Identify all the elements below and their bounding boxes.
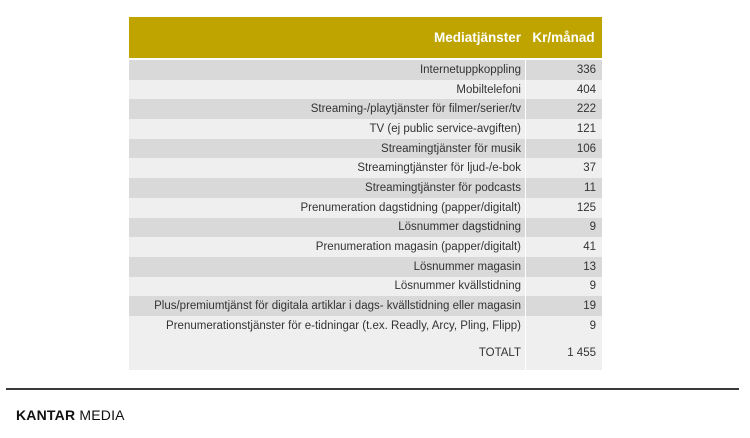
row-value: 404 bbox=[525, 80, 602, 100]
logo-bold: KANTAR bbox=[16, 407, 76, 423]
row-value: 125 bbox=[525, 198, 602, 218]
row-label: Prenumerationstjänster för e-tidningar (t.ex. Readly, Arcy, Pling, Flipp) bbox=[166, 319, 521, 332]
kantar-media-logo bbox=[16, 407, 125, 423]
table-row bbox=[129, 218, 602, 238]
table-row bbox=[129, 139, 602, 159]
table-body bbox=[129, 60, 602, 336]
row-label: Streamingtjänster för ljud-/e-bok bbox=[357, 162, 521, 175]
row-label: Lösnummer dagstidning bbox=[398, 221, 521, 234]
header-label: Mediatjänster bbox=[433, 30, 521, 45]
table-row bbox=[129, 277, 602, 297]
row-label: Lösnummer magasin bbox=[413, 260, 521, 273]
table-row bbox=[129, 178, 602, 198]
row-label: Prenumeration magasin (papper/digitalt) bbox=[315, 241, 521, 254]
row-label: Mobiltelefoni bbox=[456, 83, 521, 96]
row-label: Streaming-/playtjänster för filmer/serier/tv bbox=[310, 103, 521, 116]
row-label: Prenumeration dagstidning (papper/digitalt) bbox=[300, 201, 521, 214]
footer-divider bbox=[6, 388, 739, 390]
row-label: TV (ej public service-avgiften) bbox=[369, 122, 521, 135]
table-row bbox=[129, 296, 602, 316]
table-row bbox=[129, 257, 602, 277]
table-row bbox=[129, 158, 602, 178]
table-row bbox=[129, 237, 602, 257]
row-label: Streamingtjänster för musik bbox=[381, 142, 521, 155]
row-value: 13 bbox=[525, 257, 602, 277]
row-value: 19 bbox=[525, 296, 602, 316]
row-label: Lösnummer kvällstidning bbox=[394, 280, 521, 293]
row-value: 11 bbox=[525, 178, 602, 198]
row-value: 37 bbox=[525, 158, 602, 178]
table-row bbox=[129, 60, 602, 80]
table-row bbox=[129, 316, 602, 336]
row-label: Streamingtjänster för podcasts bbox=[365, 181, 521, 194]
table-header bbox=[129, 17, 602, 58]
row-label: Plus/premiumtjänst för digitala artiklar i dags- kvällstidning eller magasin bbox=[154, 300, 521, 313]
header-value: Kr/månad bbox=[532, 30, 595, 45]
row-label: Internetuppkoppling bbox=[419, 63, 521, 76]
row-value: 336 bbox=[525, 60, 602, 80]
row-value: 106 bbox=[525, 139, 602, 159]
total-value: 1 455 bbox=[525, 336, 602, 370]
row-value: 222 bbox=[525, 99, 602, 119]
row-value: 41 bbox=[525, 237, 602, 257]
table-row bbox=[129, 198, 602, 218]
row-value: 9 bbox=[525, 277, 602, 297]
total-label: TOTALT bbox=[478, 346, 521, 359]
table-row bbox=[129, 99, 602, 119]
logo-rest: MEDIA bbox=[75, 407, 125, 423]
table-row bbox=[129, 80, 602, 100]
total-row bbox=[129, 336, 602, 370]
row-value: 9 bbox=[525, 316, 602, 336]
table-row bbox=[129, 119, 602, 139]
row-value: 9 bbox=[525, 218, 602, 238]
row-value: 121 bbox=[525, 119, 602, 139]
media-cost-table bbox=[129, 17, 602, 370]
